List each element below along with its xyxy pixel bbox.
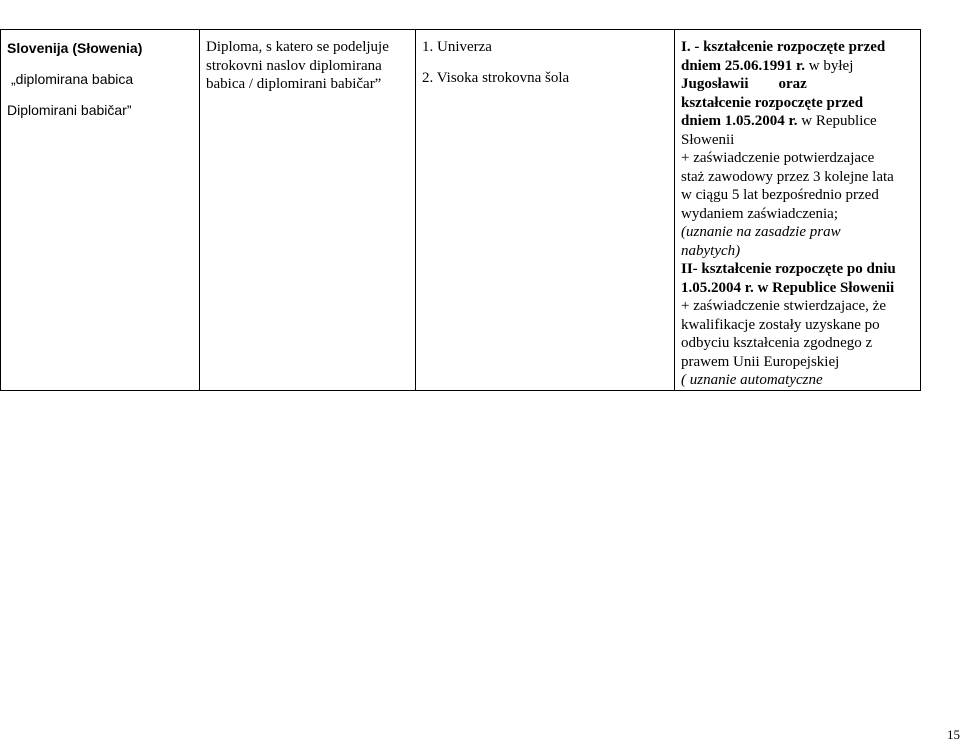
country-title: Slovenija (Słowenia)	[7, 40, 143, 56]
condition-date: 1.05.2004 r.	[681, 279, 754, 296]
condition-line	[681, 57, 914, 76]
condition-line: odbyciu kształcenia zgodnego z	[681, 335, 873, 351]
diploma-cell	[200, 30, 416, 391]
condition-line: II- kształcenie rozpoczęte po dniu	[681, 261, 896, 277]
condition-line: ( uznanie automatyczne	[681, 372, 823, 388]
diploma-line: Diploma, s katero se podeljuje	[206, 39, 389, 55]
institutions-cell	[416, 30, 675, 391]
page-number: 15	[947, 727, 960, 742]
condition-line: + zaświadczenie stwierdzajace, że	[681, 298, 886, 314]
condition-line: kwalifikacje zostały uzyskane po	[681, 316, 880, 333]
country-cell	[1, 30, 200, 391]
condition-line: w ciągu 5 lat bezpośrednio przed	[681, 187, 879, 203]
condition-text: w byłej	[805, 57, 854, 74]
condition-line: Jugosławii oraz	[681, 76, 807, 92]
qualification-title-male: Diplomirani babičar”	[7, 102, 132, 118]
condition-line	[681, 112, 914, 131]
condition-line: prawem Unii Europejskiej	[681, 353, 840, 370]
condition-text: w Republice Słowenii	[753, 279, 895, 296]
qualification-title: „diplomirana babica	[11, 71, 134, 87]
diploma-line: babica / diplomirani babičar”	[206, 76, 382, 92]
condition-line: staż zawodowy przez 3 kolejne lata	[681, 168, 894, 185]
table-row	[1, 30, 921, 391]
conditions-cell	[675, 30, 921, 391]
condition-line: wydaniem zaświadczenia;	[681, 205, 839, 222]
condition-line: nabytych)	[681, 242, 741, 259]
diploma-line: strokovni naslov diplomirana	[206, 57, 382, 74]
institution-item: 2. Visoka strokovna šola	[422, 69, 570, 86]
condition-line: Słowenii	[681, 131, 735, 148]
institution-item: 1. Univerza	[422, 39, 492, 55]
condition-line	[681, 279, 914, 298]
condition-text: w Republice	[797, 113, 877, 129]
condition-date: dniem 25.06.1991 r.	[681, 57, 806, 74]
condition-line: + zaświadczenie potwierdzajace	[681, 150, 875, 166]
condition-line: I. - kształcenie rozpoczęte przed	[681, 39, 886, 55]
condition-line: (uznanie na zasadzie praw	[681, 224, 841, 240]
condition-date: dniem 1.05.2004 r.	[681, 113, 798, 129]
qualifications-table	[0, 29, 921, 391]
condition-line: kształcenie rozpoczęte przed	[681, 94, 864, 111]
